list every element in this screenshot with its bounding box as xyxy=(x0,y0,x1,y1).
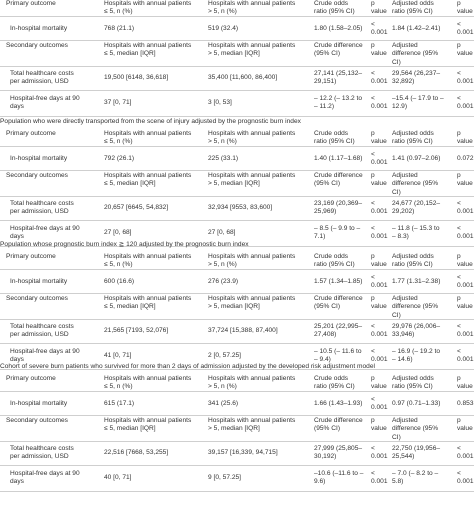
cell-c6: – 8.3) xyxy=(392,233,409,240)
row-divider xyxy=(0,343,474,344)
column-header-c3: > 5, median [IQR] xyxy=(208,50,260,58)
cell-c4: 7.1) xyxy=(314,233,326,240)
column-header-c6: Adjusted odds xyxy=(392,253,434,260)
outcome-group-label: Secondary outcomes xyxy=(6,295,68,302)
cell-c2: 41 [0, 71] xyxy=(104,351,132,359)
column-header-c7: p xyxy=(457,0,461,7)
column-header-c5: value xyxy=(371,138,387,146)
cell-c7: 0.853 xyxy=(457,399,474,407)
row-divider xyxy=(0,196,474,197)
outcome-label: days xyxy=(10,478,24,485)
cell-c4: 30,192) xyxy=(314,453,337,460)
column-header-c3: Hospitals with annual patients xyxy=(208,253,296,260)
column-header-c7: value xyxy=(457,8,473,16)
column-header-c5: p xyxy=(371,417,375,424)
cell-c6: 33,946) xyxy=(392,331,415,338)
outcome-label: In-hospital mortality xyxy=(10,277,68,285)
section-title: Population who were directly transported from the scene of injury adjusted by the prognostic burn index xyxy=(0,118,301,125)
cell-c4: – 8.5 (– 9.9 to – xyxy=(314,224,361,232)
cell-c7: < xyxy=(457,322,461,330)
row-divider xyxy=(0,293,474,294)
cell-c5: < xyxy=(371,94,375,102)
outcome-group-label: Secondary outcomes xyxy=(6,417,68,424)
cell-c7: 0.001 xyxy=(457,29,474,36)
cell-c2: 19,500 [6148, 36,618] xyxy=(104,73,169,81)
row-divider xyxy=(0,491,474,492)
row-divider xyxy=(0,319,474,320)
section-title: Population whose prognostic burn index ≧ 120 adjusted by the prognostic burn index xyxy=(0,241,249,248)
cell-c7: 0.001 xyxy=(457,103,474,110)
cell-c5: < xyxy=(371,273,375,281)
column-header-c2: ≤ 5, median [IQR] xyxy=(104,180,156,188)
cell-c3: 27 [0, 68] xyxy=(208,228,236,236)
cell-c2: 768 (21.1) xyxy=(104,24,135,32)
column-header-c6: Adjusted odds xyxy=(392,0,434,7)
column-header-c6: Adjusted odds xyxy=(392,130,434,137)
cell-c3: 39,157 [16,339, 94,715] xyxy=(208,448,278,456)
cell-c2: 792 (26.1) xyxy=(104,154,135,162)
column-header-c3: > 5, median [IQR] xyxy=(208,303,260,311)
cell-c6: 32,892) xyxy=(392,78,415,85)
outcome-label: per admission, USD xyxy=(10,331,69,338)
column-header-c5: value xyxy=(371,180,387,188)
cell-c7: < xyxy=(457,273,461,281)
outcome-label: days xyxy=(10,103,24,110)
cell-c2: 600 (16.6) xyxy=(104,277,135,285)
outcome-label: Total healthcare costs xyxy=(10,69,74,77)
cell-c6: – 16.9 (– 19.2 to xyxy=(392,347,441,355)
cell-c4: 29,151) xyxy=(314,78,337,85)
column-header-c7: p xyxy=(457,253,461,260)
cell-c3: 2 [0, 57.25] xyxy=(208,351,241,359)
cell-c3: 35,400 [11,600, 86,400] xyxy=(208,73,278,81)
column-header-c4: (95% CI) xyxy=(314,180,341,188)
row-divider xyxy=(0,391,474,392)
column-header-c2: ≤ 5, median [IQR] xyxy=(104,425,156,433)
cell-c7: 0.001 xyxy=(457,331,474,338)
column-header-c5: value xyxy=(371,8,387,16)
column-header-c7: p xyxy=(457,375,461,382)
column-header-c6: CI) xyxy=(392,433,401,441)
cell-c6: 29,564 (26,237– xyxy=(392,69,441,77)
column-header-c2: ≤ 5, n (%) xyxy=(104,261,133,269)
cell-c6: 22,750 (19,956– xyxy=(392,444,441,452)
row-divider xyxy=(0,40,474,41)
cell-c5: < xyxy=(371,469,375,477)
outcome-group-label: Primary outcome xyxy=(6,130,56,137)
cell-c6: 24,677 (20,152– xyxy=(392,199,441,207)
column-header-c3: > 5, median [IQR] xyxy=(208,425,260,433)
outcome-label: Total healthcare costs xyxy=(10,199,74,207)
outcome-label: Hospital-free days at 90 xyxy=(10,469,80,477)
column-header-c4: (95% CI) xyxy=(314,425,341,433)
cell-c7: < xyxy=(457,69,461,77)
column-header-c2: ≤ 5, n (%) xyxy=(104,138,133,146)
cell-c7: < xyxy=(457,444,461,452)
column-header-c2: ≤ 5, n (%) xyxy=(104,8,133,16)
cell-c2: 40 [0, 71] xyxy=(104,473,132,481)
column-header-c3: Hospitals with annual patients xyxy=(208,375,296,382)
column-header-c6: difference (95% xyxy=(392,303,439,311)
column-header-c7: value xyxy=(457,50,473,58)
column-header-c7: value xyxy=(457,138,473,146)
cell-c6: 12.9) xyxy=(392,103,408,110)
column-header-c6: Adjusted xyxy=(392,417,418,424)
cell-c7: 0.001 xyxy=(457,78,474,85)
column-header-c5: value xyxy=(371,261,387,269)
column-header-c2: Hospitals with annual patients xyxy=(104,253,192,260)
cell-c6: – 11.8 (– 15.3 to xyxy=(392,224,440,232)
row-divider xyxy=(0,90,474,91)
column-header-c6: ratio (95% CI) xyxy=(392,138,433,146)
cell-c2: 37 [0, 71] xyxy=(104,98,132,106)
cell-c5: 0.001 xyxy=(371,282,388,289)
column-header-c7: p xyxy=(457,417,461,424)
cell-c5: < xyxy=(371,444,375,452)
cell-c2: 22,516 [7668, 53,255] xyxy=(104,448,169,456)
section-title: Cohort of severe burn patients who survived for more than 2 days of admission adjusted by the developed risk adjustment model xyxy=(0,363,375,370)
cell-c7: < xyxy=(457,347,461,355)
column-header-c5: p xyxy=(371,42,375,49)
column-header-c7: p xyxy=(457,42,461,49)
column-header-c6: CI) xyxy=(392,188,401,196)
column-header-c3: Hospitals with annual patients xyxy=(208,172,296,179)
column-header-c3: Hospitals with annual patients xyxy=(208,130,296,137)
column-header-c4: ratio (95% CI) xyxy=(314,261,355,269)
cell-c5: 0.001 xyxy=(371,29,388,36)
cell-c3: 37,724 [15,388, 87,400] xyxy=(208,326,278,334)
column-header-c6: ratio (95% CI) xyxy=(392,8,433,16)
row-divider xyxy=(0,441,474,442)
cell-c3: 276 (23.9) xyxy=(208,277,239,285)
row-divider xyxy=(0,269,474,270)
cell-c7: 0.001 xyxy=(457,282,474,289)
column-header-c5: p xyxy=(371,172,375,179)
cell-c2: 21,565 [7193, 52,076] xyxy=(104,326,169,334)
column-header-c4: Crude odds xyxy=(314,375,349,382)
outcome-label: Total healthcare costs xyxy=(10,444,74,452)
cell-c7: 0.001 xyxy=(457,356,474,363)
column-header-c3: Hospitals with annual patients xyxy=(208,295,296,302)
column-header-c5: value xyxy=(371,303,387,311)
column-header-c7: p xyxy=(457,295,461,302)
cell-c4: 1.80 (1.58–2.05) xyxy=(314,24,363,32)
column-header-c5: value xyxy=(371,383,387,391)
column-header-c3: > 5, n (%) xyxy=(208,138,237,146)
column-header-c2: Hospitals with annual patients xyxy=(104,295,192,302)
cell-c7: < xyxy=(457,20,461,28)
cell-c7: 0.072 xyxy=(457,154,474,162)
column-header-c2: Hospitals with annual patients xyxy=(104,417,192,424)
cell-c7: < xyxy=(457,94,461,102)
column-header-c4: (95% CI) xyxy=(314,50,341,58)
cell-c5: < xyxy=(371,322,375,330)
cell-c6: 29,976 (26,006– xyxy=(392,322,441,330)
column-header-c6: Adjusted xyxy=(392,295,418,302)
cell-c6: 1.41 (0.97–2.06) xyxy=(392,154,441,162)
column-header-c3: Hospitals with annual patients xyxy=(208,0,296,7)
outcome-label: days xyxy=(10,233,24,240)
column-header-c2: Hospitals with annual patients xyxy=(104,172,192,179)
outcome-label: Hospital-free days at 90 xyxy=(10,224,80,232)
cell-c5: 0.001 xyxy=(371,208,388,215)
cell-c4: 1.66 (1.43–1.93) xyxy=(314,399,363,407)
cell-c2: 20,657 [6645, 54,832] xyxy=(104,203,169,211)
column-header-c2: ≤ 5, n (%) xyxy=(104,383,133,391)
cell-c2: 27 [0, 68] xyxy=(104,228,132,236)
cell-c5: < xyxy=(371,395,375,403)
cell-c3: 3 [0, 53] xyxy=(208,98,232,106)
outcome-label: per admission, USD xyxy=(10,453,69,460)
cell-c7: 0.001 xyxy=(457,208,474,215)
column-header-c4: Crude odds xyxy=(314,253,349,260)
cell-c4: 27,408) xyxy=(314,331,337,338)
cell-c6: – 7.0 (– 8.2 to – xyxy=(392,469,439,477)
column-header-c7: value xyxy=(457,261,473,269)
cell-c4: 9.6) xyxy=(314,478,326,485)
outcome-label: per admission, USD xyxy=(10,208,69,215)
cell-c4: 23,169 (20,369– xyxy=(314,199,363,207)
row-divider xyxy=(0,16,474,17)
cell-c5: 0.001 xyxy=(371,78,388,85)
cell-c6: 0.97 (0.71–1.33) xyxy=(392,399,441,407)
cell-c7: < xyxy=(457,199,461,207)
cell-c4: – 9.4) xyxy=(314,356,331,363)
column-header-c4: Crude odds xyxy=(314,130,349,137)
outcome-group-label: Primary outcome xyxy=(6,0,56,7)
cell-c7: 0.001 xyxy=(457,453,474,460)
column-header-c6: difference (95% xyxy=(392,50,439,58)
cell-c5: 0.001 xyxy=(371,478,388,485)
column-header-c6: Adjusted xyxy=(392,172,418,179)
cell-c4: 1.40 (1.17–1.68) xyxy=(314,154,363,162)
column-header-c4: Crude difference xyxy=(314,172,363,179)
outcome-label: per admission, USD xyxy=(10,78,69,85)
cell-c6: 1.84 (1.42–2.41) xyxy=(392,24,441,32)
column-header-c6: Adjusted xyxy=(392,42,418,49)
column-header-c2: ≤ 5, median [IQR] xyxy=(104,50,156,58)
column-header-c5: p xyxy=(371,0,375,7)
column-header-c5: p xyxy=(371,253,375,260)
column-header-c4: Crude difference xyxy=(314,417,363,424)
cell-c4: 27,141 (25,132– xyxy=(314,69,363,77)
cell-c4: 1.57 (1.34–1.85) xyxy=(314,277,363,285)
cell-c4: – 11.2) xyxy=(314,103,335,110)
column-header-c5: value xyxy=(371,50,387,58)
column-header-c6: difference (95% xyxy=(392,425,439,433)
column-header-c4: Crude difference xyxy=(314,42,363,49)
cell-c5: 0.001 xyxy=(371,356,388,363)
column-header-c4: ratio (95% CI) xyxy=(314,8,355,16)
column-header-c3: > 5, n (%) xyxy=(208,8,237,16)
row-divider xyxy=(0,66,474,67)
column-header-c6: ratio (95% CI) xyxy=(392,383,433,391)
cell-c5: < xyxy=(371,20,375,28)
column-header-c6: CI) xyxy=(392,311,401,319)
cell-c6: – 14.6) xyxy=(392,356,413,363)
cell-c5: 0.001 xyxy=(371,331,388,338)
column-header-c2: ≤ 5, median [IQR] xyxy=(104,303,156,311)
cell-c6: 25,544) xyxy=(392,453,415,460)
cell-c7: 0.001 xyxy=(457,478,474,485)
column-header-c3: > 5, n (%) xyxy=(208,383,237,391)
column-header-c2: Hospitals with annual patients xyxy=(104,0,192,7)
cell-c5: < xyxy=(371,150,375,158)
cell-c5: 0.001 xyxy=(371,453,388,460)
cell-c3: 9 [0, 57.25] xyxy=(208,473,241,481)
outcome-group-label: Primary outcome xyxy=(6,375,56,382)
column-header-c5: p xyxy=(371,130,375,137)
row-divider xyxy=(0,465,474,466)
cell-c7: < xyxy=(457,224,461,232)
column-header-c6: difference (95% xyxy=(392,180,439,188)
outcome-label: In-hospital mortality xyxy=(10,24,68,32)
column-header-c3: > 5, median [IQR] xyxy=(208,180,260,188)
row-divider xyxy=(0,220,474,221)
column-header-c7: value xyxy=(457,303,473,311)
cell-c6: 1.77 (1.31–2.38) xyxy=(392,277,441,285)
cell-c5: < xyxy=(371,199,375,207)
cell-c5: 0.001 xyxy=(371,404,388,411)
column-header-c5: p xyxy=(371,375,375,382)
column-header-c5: value xyxy=(371,425,387,433)
outcome-label: Hospital-free days at 90 xyxy=(10,347,80,355)
cell-c3: 519 (32.4) xyxy=(208,24,239,32)
cell-c3: 32,934 [9553, 83,600] xyxy=(208,203,273,211)
column-header-c5: p xyxy=(371,295,375,302)
cell-c6: 29,202) xyxy=(392,208,415,215)
column-header-c3: Hospitals with annual patients xyxy=(208,42,296,49)
column-header-c7: value xyxy=(457,383,473,391)
column-header-c3: > 5, n (%) xyxy=(208,261,237,269)
outcome-label: In-hospital mortality xyxy=(10,154,68,162)
cell-c5: < xyxy=(371,347,375,355)
cell-c7: < xyxy=(457,469,461,477)
outcome-group-label: Primary outcome xyxy=(6,253,56,260)
column-header-c4: ratio (95% CI) xyxy=(314,138,355,146)
row-divider xyxy=(0,415,474,416)
column-header-c7: p xyxy=(457,130,461,137)
row-divider xyxy=(0,146,474,147)
cell-c4: 27,999 (25,805– xyxy=(314,444,363,452)
cell-c4: –10.6 (–11.6 to – xyxy=(314,469,364,477)
cell-c3: 225 (33.1) xyxy=(208,154,239,162)
cell-c5: < xyxy=(371,69,375,77)
column-header-c4: (95% CI) xyxy=(314,303,341,311)
column-header-c6: ratio (95% CI) xyxy=(392,261,433,269)
cell-c7: 0.001 xyxy=(457,233,474,240)
outcome-group-label: Secondary outcomes xyxy=(6,42,68,49)
cell-c4: 25,201 (22,995– xyxy=(314,322,363,330)
column-header-c6: CI) xyxy=(392,58,401,66)
column-header-c4: Crude odds xyxy=(314,0,349,7)
row-divider xyxy=(0,116,474,117)
column-header-c7: p xyxy=(457,172,461,179)
cell-c5: 0.001 xyxy=(371,103,388,110)
outcome-label: days xyxy=(10,356,24,363)
row-divider xyxy=(0,170,474,171)
cell-c5: 0.001 xyxy=(371,233,388,240)
column-header-c6: Adjusted odds xyxy=(392,375,434,382)
cell-c5: 0.001 xyxy=(371,159,388,166)
outcome-group-label: Secondary outcomes xyxy=(6,172,68,179)
cell-c4: – 12.2 (– 13.2 to xyxy=(314,94,363,102)
outcome-label: Hospital-free days at 90 xyxy=(10,94,80,102)
cell-c4: – 10.5 (– 11.6 to xyxy=(314,347,362,355)
cell-c2: 615 (17.1) xyxy=(104,399,135,407)
column-header-c7: value xyxy=(457,180,473,188)
cell-c6: –15.4 (– 17.9 to – xyxy=(392,94,444,102)
column-header-c2: Hospitals with annual patients xyxy=(104,42,192,49)
column-header-c4: ratio (95% CI) xyxy=(314,383,355,391)
column-header-c2: Hospitals with annual patients xyxy=(104,375,192,382)
cell-c3: 341 (25.6) xyxy=(208,399,239,407)
column-header-c4: Crude difference xyxy=(314,295,363,302)
column-header-c3: Hospitals with annual patients xyxy=(208,417,296,424)
cell-c6: 5.8) xyxy=(392,478,404,485)
column-header-c7: value xyxy=(457,425,473,433)
outcome-label: Total healthcare costs xyxy=(10,322,74,330)
column-header-c2: Hospitals with annual patients xyxy=(104,130,192,137)
cell-c5: < xyxy=(371,224,375,232)
cell-c4: 25,969) xyxy=(314,208,337,215)
outcome-label: In-hospital mortality xyxy=(10,399,68,407)
